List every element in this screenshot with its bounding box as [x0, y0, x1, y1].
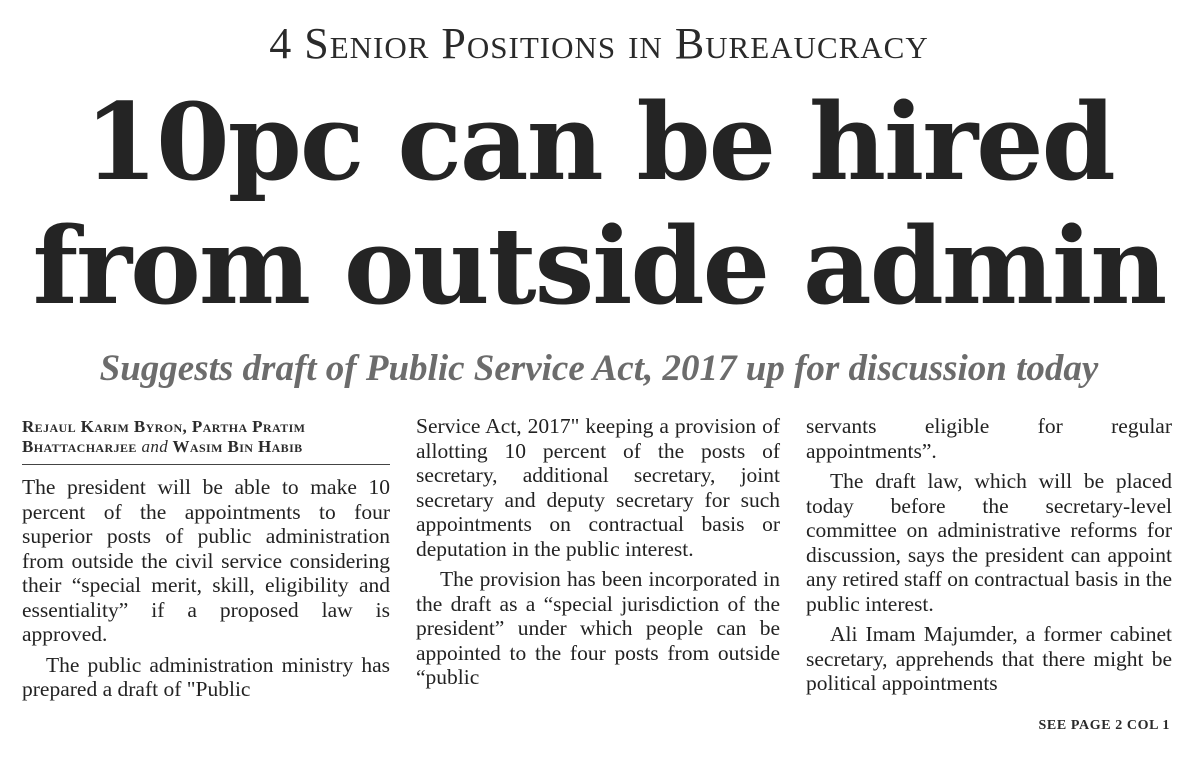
paragraph-continued: Service Act, 2017" keeping a provision of allotting 10 percent of the posts of secretary, additional secretary, joint secretary and deputy secretary for such appointments on contractual basis or deputation in the public interest.	[416, 414, 780, 561]
jump-line: SEE PAGE 2 COL 1	[1038, 718, 1170, 733]
byline-and: and	[141, 437, 169, 456]
headline-line-2: from outside admin	[32, 203, 1166, 328]
headline	[0, 80, 1198, 328]
kicker: 4 Senior Positions in Bureaucracy	[269, 19, 929, 68]
byline-last-name: Wasim Bin Habib	[172, 437, 303, 456]
headline-line-1: 10pc can be hired	[84, 79, 1114, 204]
paragraph: The public administration ministry has prepared a draft of "Public	[22, 652, 390, 701]
byline-names: Rejaul Karim Byron, Partha Pratim Bhattacharjee	[22, 417, 306, 456]
column-3	[806, 414, 1172, 696]
byline	[22, 417, 390, 465]
column-2	[416, 414, 780, 690]
paragraph: The draft law, which will be placed today before the secretary-level committee on administrative reforms for discussion, says the president can appoint any retired staff on contractual basis in the public interest.	[806, 469, 1172, 616]
paragraph: Ali Imam Majumder, a former cabinet secretary, apprehends that there might be political appointments	[806, 622, 1172, 695]
paragraph-continued: servants eligible for regular appointments”.	[806, 414, 1172, 463]
paragraph: The president will be able to make 10 percent of the appointments to four superior posts of public administration from outside the civil service considering their “special merit, skill, eligibility and essentiality” if a proposed law is approved.	[22, 475, 390, 646]
deck-subheadline: Suggests draft of Public Service Act, 2017 up for discussion today	[99, 348, 1099, 389]
paragraph: The provision has been incorporated in the draft as a “special jurisdiction of the president” under which people can be appointed to the four posts from outside “public	[416, 567, 780, 689]
column-1	[22, 414, 390, 702]
